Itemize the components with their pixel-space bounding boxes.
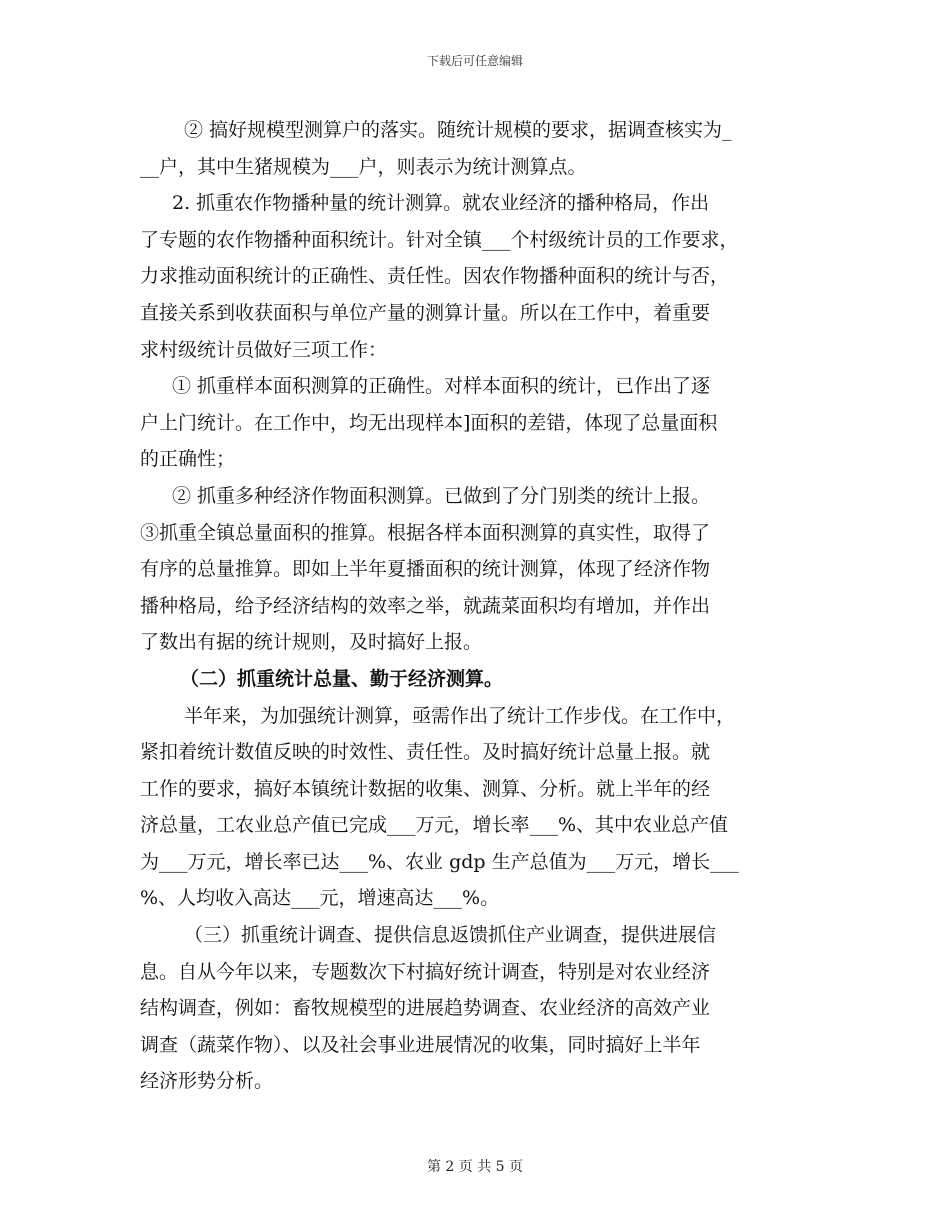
text-line: ② 搞好规模型测算户的落实。随统计规模的要求，据调查核实为_ [184,119,732,141]
text-line: __户，其中生猪规模为___户，则表示为统计测算点。 [140,155,587,178]
text-line: 力求推动面积统计的正确性、责任性。因农作物播种面积的统计与否， [140,265,730,288]
text-line: 播种格局，给予经济结构的效率之举，就蔬菜面积均有增加，并作出 [140,594,711,617]
text-line: 直接关系到收获面积与单位产量的测算计量。所以在工作中，着重要 [140,301,711,324]
text-line: ② 抓重多种经济作物面积测算。已做到了分门别类的统计上报。 [172,484,711,507]
text-line: 结构调查，例如：畜牧规模型的进展趋势调查、农业经济的高效产业 [140,997,711,1020]
text-line: 的正确性； [140,448,236,471]
text-line: ① 抓重样本面积测算的正确性。对样本面积的统计，已作出了逐 [172,375,711,398]
text-line: 2. 抓重农作物播种量的统计测算。就农业经济的播种格局，作出 [172,192,710,215]
text-line: 息。自从今年以来，专题数次下村搞好统计调查，特别是对农业经济 [140,960,711,983]
text-line: 半年来，为加强统计测算，亟需作出了统计工作步伐。在工作中， [184,704,736,727]
page-footer: 第 2 页 共 5 页 [426,1159,524,1175]
text-line: 济总量，工农业总产值已完成___万元，增长率___%、其中农业总产值 [140,814,729,837]
text-line: 求村级统计员做好三项工作： [140,338,388,361]
text-line: （三）抓重统计调查、提供信息返馈抓住产业调查，提供进展信 [184,924,717,947]
text-line: 工作的要求，搞好本镇统计数据的收集、测算、分析。就上半年的经 [140,777,711,800]
text-line: 经济形势分析。 [140,1070,274,1093]
section-heading-line: （二）抓重统计总量、勤于经济测算。 [180,667,504,690]
text-line: 了数出有据的统计规则，及时搞好上报。 [140,631,483,654]
document-body [140,112,812,1100]
text-line: %、人均收入高达___元，增速高达___%。 [140,887,500,910]
text-line: 为___万元，增长率已达___%、农业 gdp 生产总值为___万元，增长___ [140,850,739,873]
page-header: 下载后可任意编辑 [426,54,523,68]
text-line: 了专题的农作物播种面积统计。针对全镇___个村级统计员的工作要求， [140,228,739,251]
text-line: 有序的总量推算。即如上半年夏播面积的统计测算，体现了经济作物 [140,558,711,581]
text-line: 户上门统计。在工作中，均无出现样本]面积的差错，体现了总量面积 [140,411,718,434]
text-line: 紧扣着统计数值反映的时效性、责任性。及时搞好统计总量上报。就 [140,741,711,764]
text-line: 调查（蔬菜作物）、以及社会事业进展情况的收集，同时搞好上半年 [140,1033,701,1056]
text-line: ③抓重全镇总量面积的推算。根据各样本面积测算的真实性，取得了 [140,521,711,544]
